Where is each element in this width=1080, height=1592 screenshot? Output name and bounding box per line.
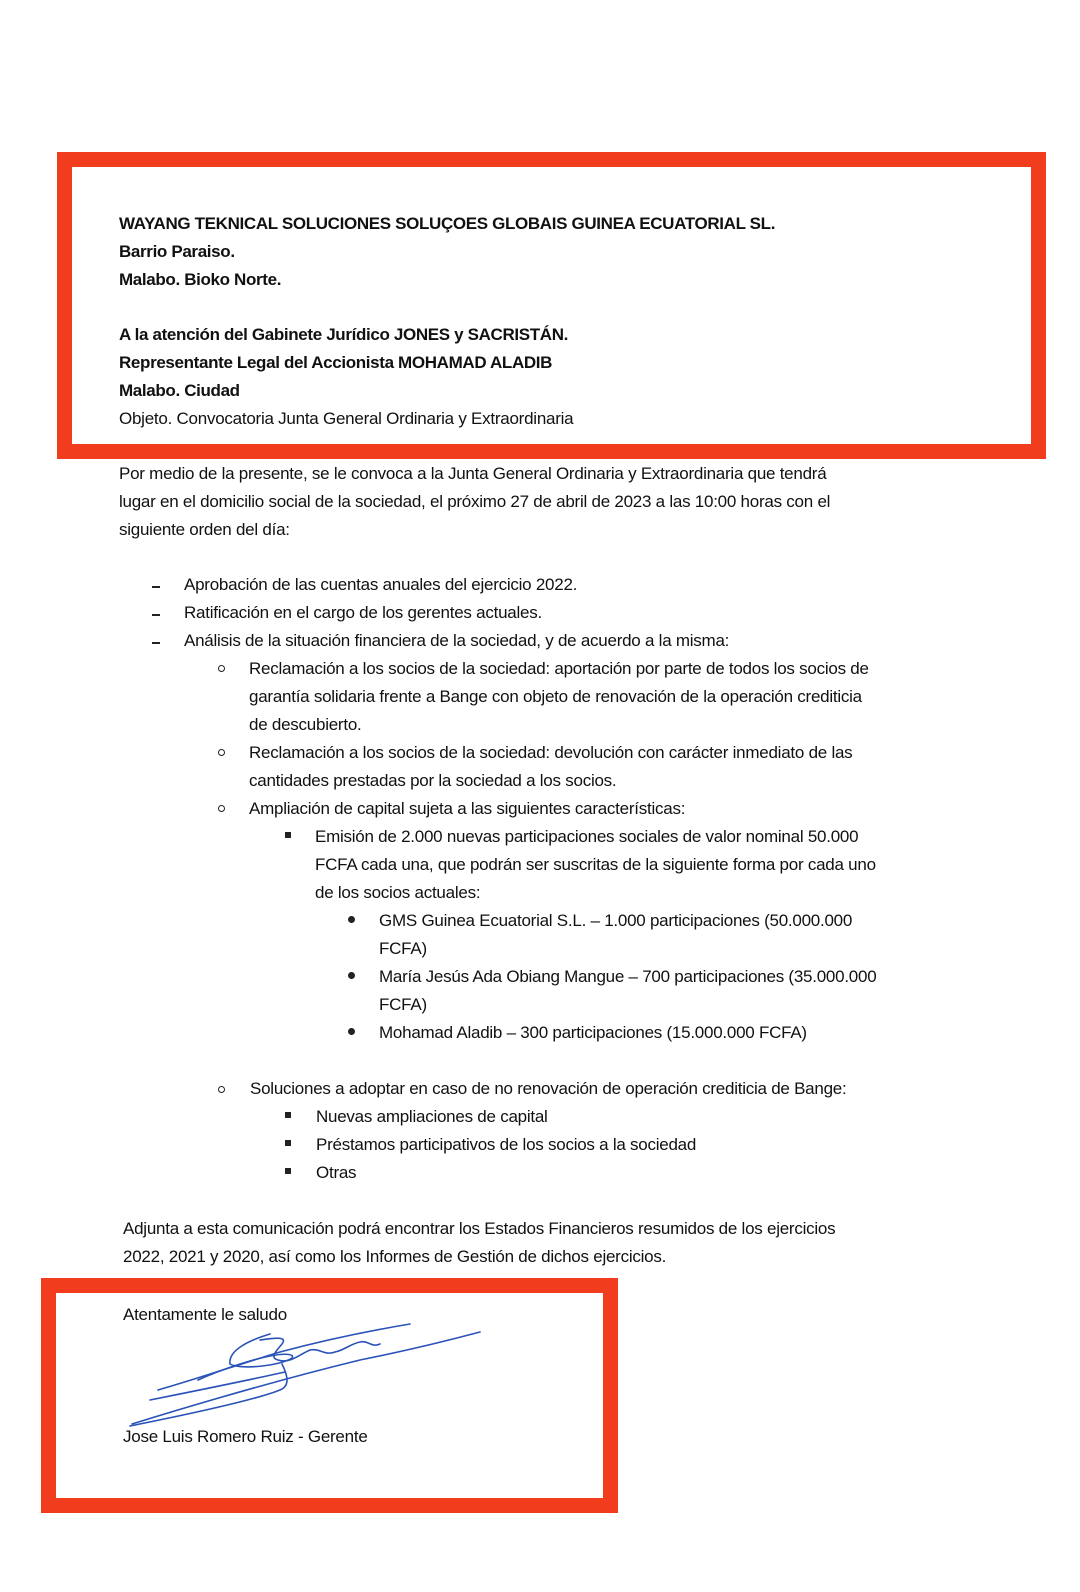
agenda-item: Ratificación en el cargo de los gerentes actuales. (184, 603, 542, 622)
subject-line: Objeto. Convocatoria Junta General Ordinaria y Extraordinaria (119, 409, 574, 428)
recipient-address-line2: Malabo. Bioko Norte. (119, 270, 282, 289)
sub-item-line: garantía solidaria frente a Bange con objeto de renovación de la operación crediticia (249, 687, 862, 706)
intro-line: Por medio de la presente, se le convoca a la Junta General Ordinaria y Extraordinaria que tendrá (119, 464, 827, 483)
sub-item-line: Soluciones a adoptar en caso de no renovación de operación crediticia de Bange: (250, 1079, 847, 1098)
socio-line: María Jesús Ada Obiang Mangue – 700 participaciones (35.000.000 (379, 967, 877, 986)
sub-item-line: cantidades prestadas por la sociedad a los socios. (249, 771, 617, 790)
closing-line: Atentamente le saludo (123, 1305, 287, 1324)
attachment-line: Adjunta a esta comunicación podrá encontrar los Estados Financieros resumidos de los ejercicios (123, 1219, 836, 1238)
square-bullet-icon (285, 1168, 291, 1174)
sub-item-line: Reclamación a los socios de la sociedad: devolución con carácter inmediato de las (249, 743, 853, 762)
solucion-item: Otras (316, 1163, 357, 1182)
square-bullet-icon (285, 832, 291, 838)
signer-name: Jose Luis Romero Ruiz - Gerente (123, 1427, 368, 1446)
dash-bullet-icon (152, 642, 160, 644)
socio-line: FCFA) (379, 939, 427, 958)
dot-bullet-icon (348, 972, 355, 979)
circle-bullet-icon (218, 665, 225, 672)
sub-item-line: Reclamación a los socios de la sociedad: aportación por parte de todos los socios de (249, 659, 869, 678)
recipient-address-line1: Barrio Paraiso. (119, 242, 235, 261)
sub-item-line: de descubierto. (249, 715, 362, 734)
agenda-item: Análisis de la situación financiera de la sociedad, y de acuerdo a la misma: (184, 631, 730, 650)
dash-bullet-icon (152, 586, 160, 588)
circle-bullet-icon (218, 1086, 225, 1093)
square-bullet-icon (285, 1140, 291, 1146)
city-line: Malabo. Ciudad (119, 381, 240, 400)
solucion-item: Nuevas ampliaciones de capital (316, 1107, 548, 1126)
recipient-company: WAYANG TEKNICAL SOLUCIONES SOLUÇOES GLOBAIS GUINEA ECUATORIAL SL. (119, 214, 776, 233)
emision-line: de los socios actuales: (315, 883, 481, 902)
circle-bullet-icon (218, 749, 225, 756)
dash-bullet-icon (152, 614, 160, 616)
attention-line: A la atención del Gabinete Jurídico JONES y SACRISTÁN. (119, 325, 569, 344)
sub-item-line: Ampliación de capital sujeta a las siguientes características: (249, 799, 686, 818)
handwritten-signature (110, 1320, 490, 1440)
circle-bullet-icon (218, 805, 225, 812)
emision-line: Emisión de 2.000 nuevas participaciones sociales de valor nominal 50.000 (315, 827, 859, 846)
dot-bullet-icon (348, 1028, 355, 1035)
socio-line: GMS Guinea Ecuatorial S.L. – 1.000 participaciones (50.000.000 (379, 911, 853, 930)
socio-line: FCFA) (379, 995, 427, 1014)
socio-line: Mohamad Aladib – 300 participaciones (15.000.000 FCFA) (379, 1023, 807, 1042)
solucion-item: Préstamos participativos de los socios a la sociedad (316, 1135, 697, 1154)
attachment-line: 2022, 2021 y 2020, así como los Informes de Gestión de dichos ejercicios. (123, 1247, 667, 1266)
dot-bullet-icon (348, 916, 355, 923)
emision-line: FCFA cada una, que podrán ser suscritas de la siguiente forma por cada uno (315, 855, 876, 874)
square-bullet-icon (285, 1112, 291, 1118)
agenda-item: Aprobación de las cuentas anuales del ejercicio 2022. (184, 575, 578, 594)
intro-line: siguiente orden del día: (119, 520, 290, 539)
representative-line: Representante Legal del Accionista MOHAMAD ALADIB (119, 353, 553, 372)
intro-line: lugar en el domicilio social de la sociedad, el próximo 27 de abril de 2023 a las 10:00 horas con el (119, 492, 831, 511)
